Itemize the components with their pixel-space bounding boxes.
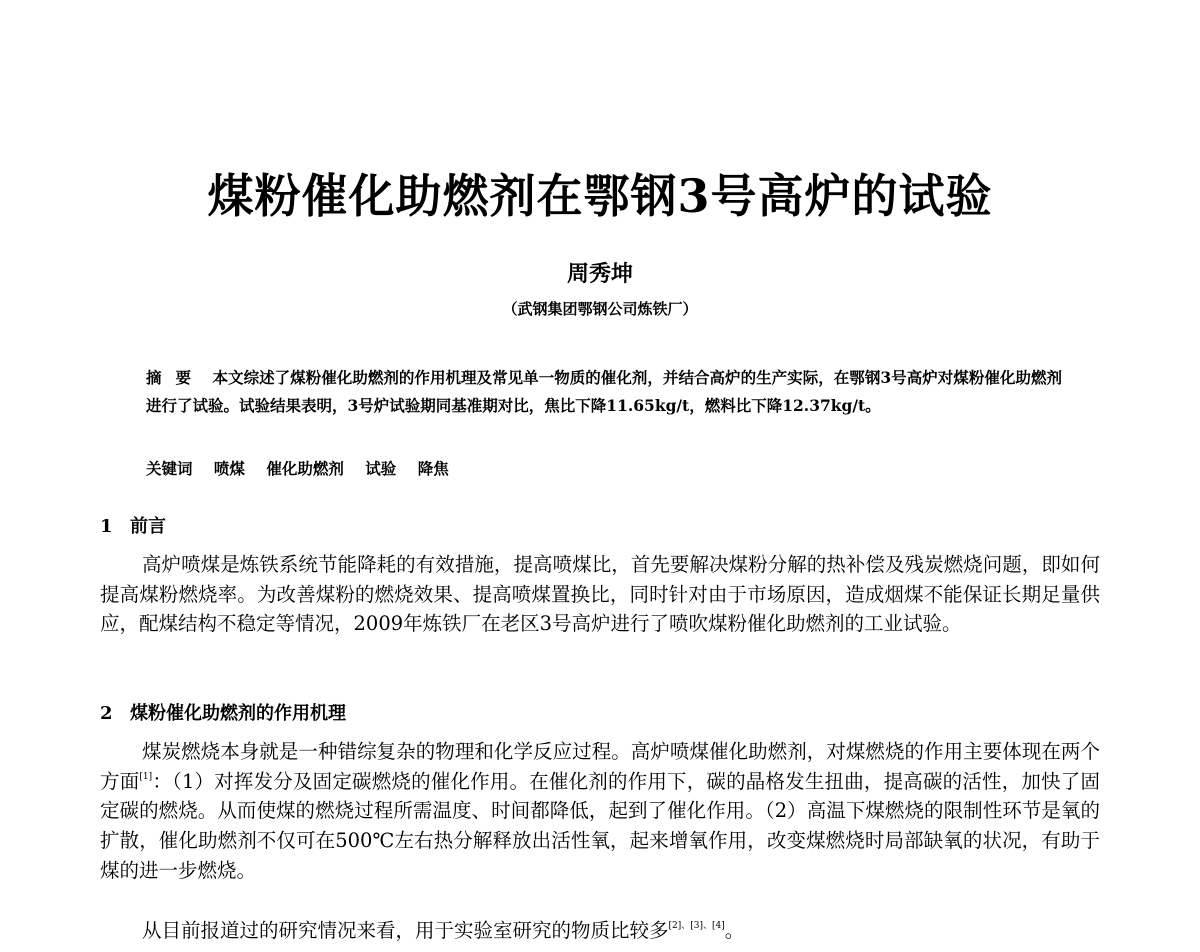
section-number: 1 [100, 516, 113, 537]
paragraph-text: 从目前报道过的研究情况来看，用于实验室研究的物质比较多 [142, 919, 669, 942]
section-paragraph [100, 737, 1100, 886]
keyword-item: 试验 [365, 459, 397, 478]
section-heading [100, 512, 1100, 542]
abstract-label: 摘要 [146, 368, 206, 387]
keyword-item: 喷煤 [213, 459, 245, 478]
abstract-block [146, 364, 1062, 419]
author-affiliation: （武钢集团鄂钢公司炼铁厂） [502, 300, 698, 318]
citation-ref: [1] [139, 771, 153, 782]
keyword-item: 催化助燃剂 [266, 459, 344, 478]
section-title: 煤粉催化助燃剂的作用机理 [130, 703, 346, 724]
keywords-block [146, 455, 1062, 482]
keyword-item: 降焦 [417, 459, 449, 478]
paragraph-text: ：（1）对挥发分及固定碳燃烧的催化作用。在催化剂的作用下，碳的晶格发生扭曲，提高碳的活性，加快了固定碳的燃烧。从而使煤的燃烧过程所需温度、时间都降低，起到了催化作用。（2）高温下煤燃烧的限制性环节是氧的扩散，催化助燃剂不仅可在500℃左右热分解释放出活性氧，起来增氧作用，改变煤燃烧时局部缺氧的状况，有助于煤的进一步燃烧。 [100, 769, 1100, 882]
author-name: 周秀坤 [566, 261, 633, 287]
citation-ref: [2]、[3]、[4] [668, 921, 725, 931]
paragraph-text: 。 [724, 919, 745, 942]
section-number: 2 [100, 703, 113, 724]
paragraph-text: 煤炭燃烧本身就是一种错综复杂的物理和化学反应过程。高炉喷煤催化助燃剂，对煤燃烧的作用主要体现在两个方面 [100, 740, 1100, 793]
keywords-label: 关键词 [146, 459, 193, 478]
section-title: 前言 [130, 516, 166, 537]
abstract-text: 本文综述了煤粉催化助燃剂的作用机理及常见单一物质的催化剂，并结合高炉的生产实际，在鄂钢3号高炉对煤粉催化助燃剂进行了试验。试验结果表明，3号炉试验期同基准期对比，焦比下降11.65kg/t，燃料比下降12.37kg/t。 [146, 368, 1062, 415]
paragraph-start [142, 916, 1042, 946]
section-paragraph: 高炉喷煤是炼铁系统节能降耗的有效措施，提高喷煤比，首先要解决煤粉分解的热补偿及残炭燃烧问题，即如何提高煤粉燃烧率。为改善煤粉的燃烧效果、提高喷煤置换比，同时针对由于市场原因，造成烟煤不能保证长期足量供应，配煤结构不稳定等情况，2009年炼铁厂在老区3号高炉进行了喷吹煤粉催化助燃剂的工业试验。 [100, 553, 1100, 636]
paper-title: 煤粉催化助燃剂在鄂钢3号高炉的试验 [207, 169, 993, 223]
section-heading [100, 699, 1100, 729]
